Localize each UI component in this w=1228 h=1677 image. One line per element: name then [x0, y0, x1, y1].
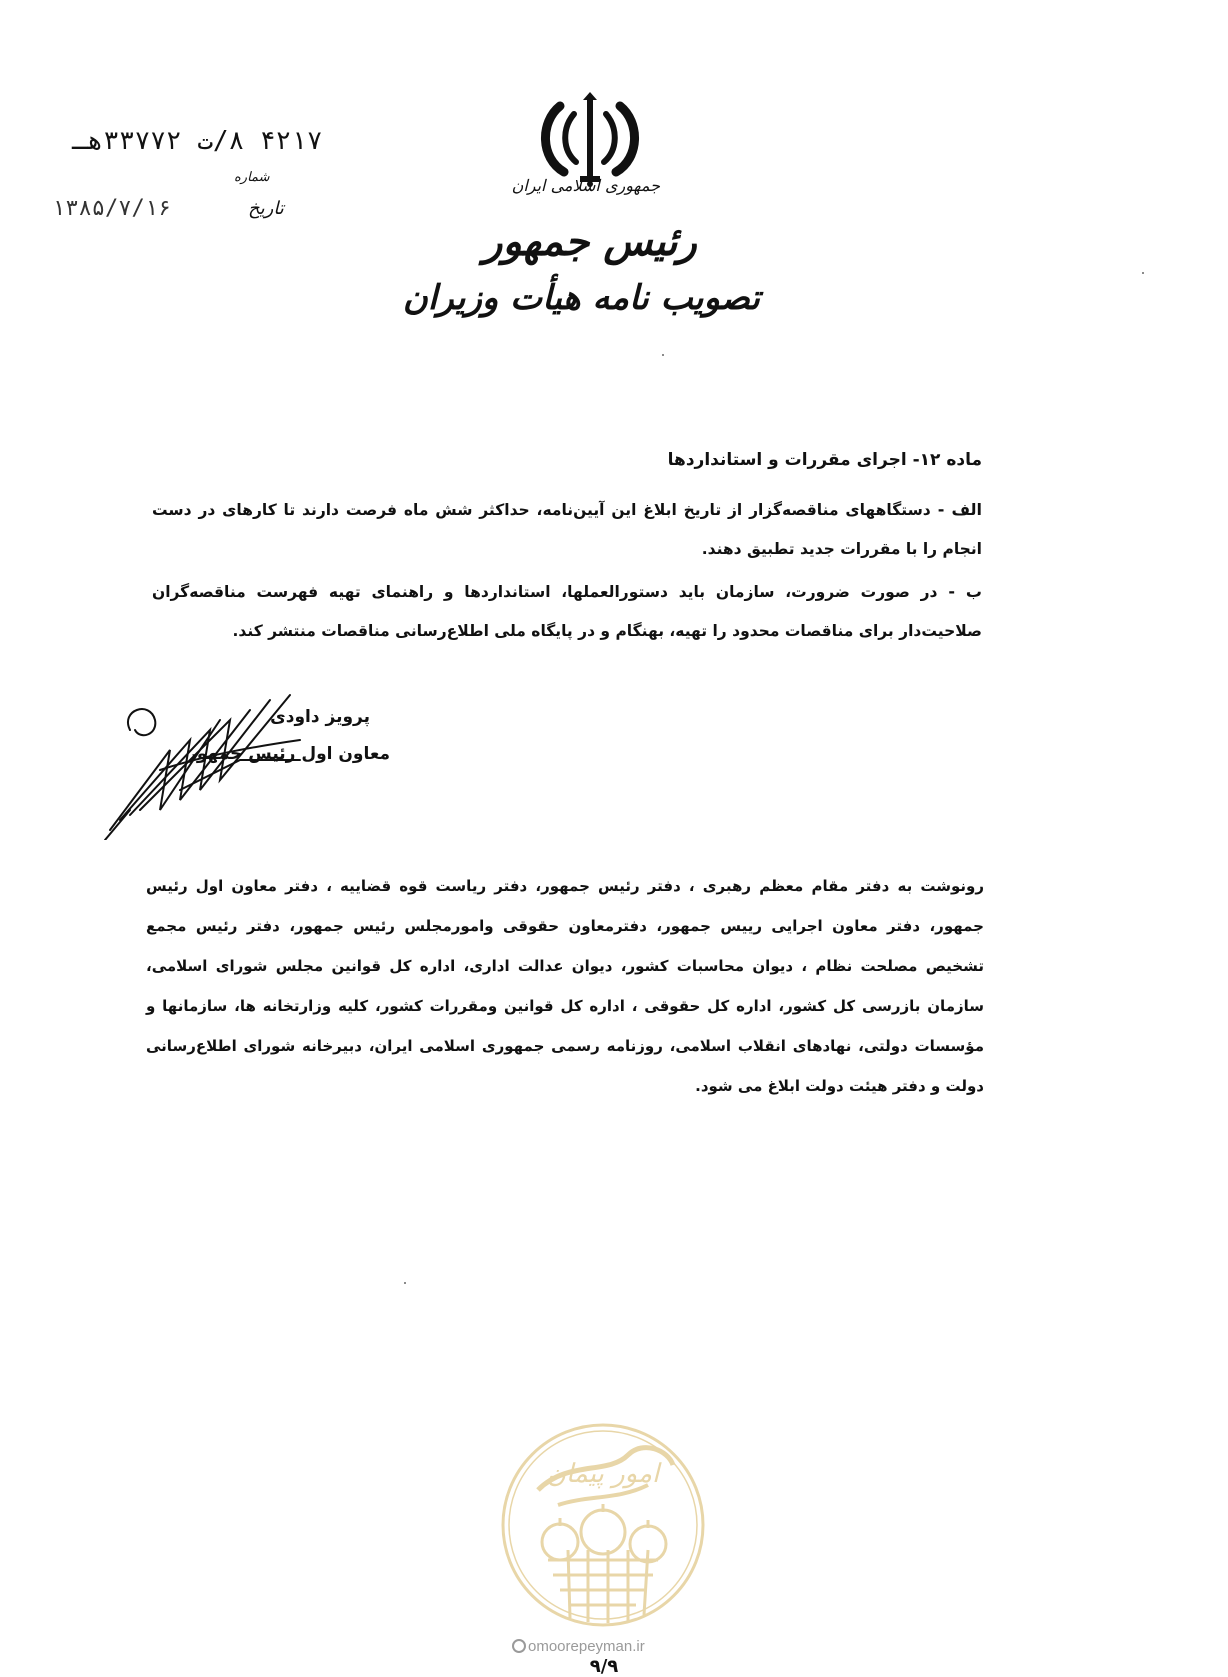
article-title: ماده ۱۲- اجرای مقررات و استانداردها — [667, 450, 982, 470]
number-label: شماره — [234, 170, 270, 185]
date-label: تاریخ — [248, 198, 284, 219]
letter-metadata — [52, 126, 352, 246]
paragraph-a — [152, 490, 982, 569]
letter-number: ۴۲۱۷ ۸/ت ۳۳۷۷۲هـ — [72, 126, 323, 156]
signer-name: پرویز داودی — [270, 707, 370, 727]
at-sign-icon — [512, 1639, 526, 1653]
paragraph-b-text: در صورت ضرورت، سازمان باید دستورالعملها، استانداردها و راهنمای تهیه فهرست مناقصه‌گران صلاحیت‌دار برای مناقصات محدود را تهیه، بهنگام و در پایگاه ملی اطلاع‌رسانی مناقصات منتشر کند. — [152, 583, 982, 640]
paragraph-a-lead: الف - — [930, 500, 982, 519]
letterhead-approval: تصویب نامه هیأت وزیران — [402, 278, 760, 318]
handwritten-signature — [100, 690, 320, 840]
scan-speck — [404, 1282, 406, 1284]
watermark-logo-text: امور پیمان — [546, 1459, 660, 1489]
watermark-handle-text: omoorepeyman.ir — [528, 1638, 645, 1655]
letter-date: ۱۳۸۵/۷/۱۶ — [52, 196, 172, 221]
scan-speck — [662, 354, 664, 356]
scan-speck — [1142, 272, 1144, 274]
watermark-handle — [512, 1638, 712, 1655]
letterhead-republic: جمهوری اسلامی ایران — [511, 176, 660, 195]
paragraph-a-text: دستگاههای مناقصه‌گزار از تاریخ ابلاغ این آیین‌نامه، حداکثر شش ماه فرصت دارند تا کارهای در دست انجام را با مقررات جدید تطبیق دهند. — [152, 501, 982, 558]
signer-title: معاون اول رئیس جمهور — [187, 744, 390, 764]
paragraph-b-lead: ب - — [937, 582, 983, 601]
letterhead-president: رئیس جمهور — [483, 218, 697, 265]
distribution-list: رونوشت به دفتر مقام معظم رهبری ، دفتر رئیس جمهور، دفتر ریاست قوه قضاییه ، دفتر معاون اول رئیس جمهور، دفتر معاون اجرایی رییس جمهور، دفترمعاون حقوقی وامورمجلس رئیس جمهور، دفتر رئیس مجمع تشخیص مصلحت نظام ، دیوان محاسبات کشور، دیوان عدالت اداری، اداره کل قوانین مجلس شورای اسلامی، سازمان بازرسی کل کشور، اداره کل حقوقی ، اداره کل قوانین ومقررات کشور، کلیه وزارتخانه ها، سازمانها و مؤسسات دولتی، نهادهای انقلاب اسلامی، روزنامه رسمی جمهوری اسلامی ایران، دبیرخانه شورای اطلاع‌رسانی دولت و دفتر هیئت دولت ابلاغ می شود. — [146, 877, 984, 1095]
paragraph-b — [152, 572, 982, 651]
page-number: ۹/۹ — [589, 1656, 619, 1677]
watermark-logo — [498, 1420, 708, 1630]
iran-emblem-icon — [538, 92, 642, 188]
